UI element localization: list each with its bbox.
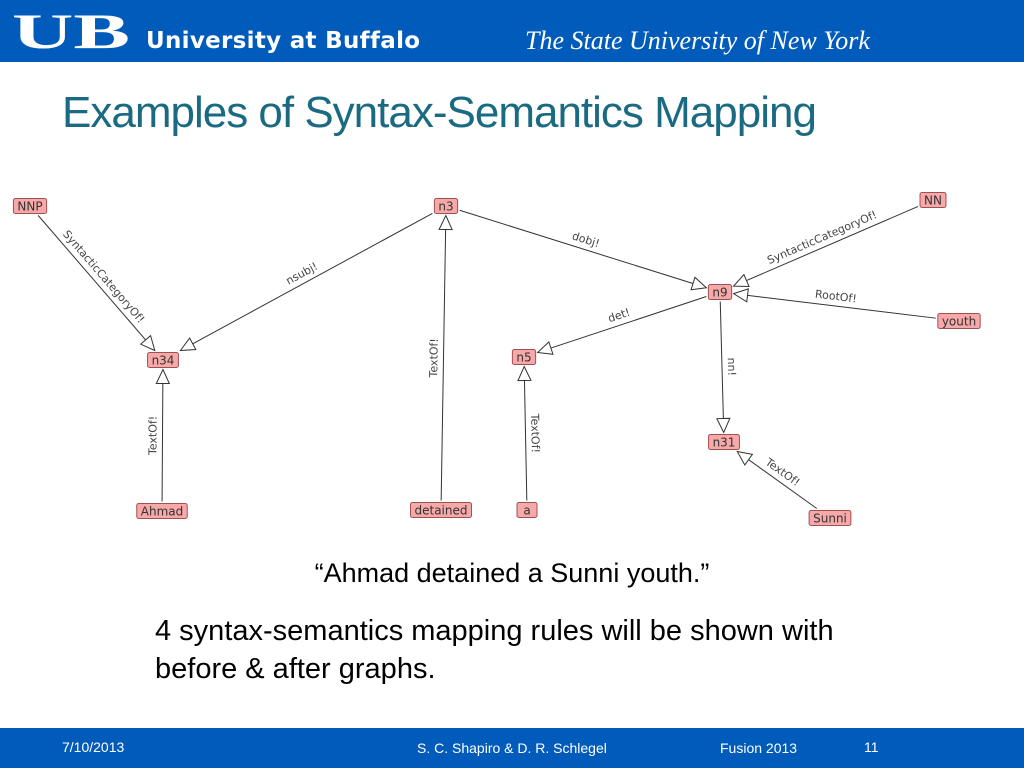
node-label: Sunni xyxy=(813,511,847,526)
footer-date: 7/10/2013 xyxy=(62,739,125,755)
edge-ahmad-n34 xyxy=(146,370,169,502)
edge-label: det! xyxy=(606,305,632,326)
arrowhead-icon xyxy=(156,370,169,384)
edge-label: SyntacticCategoryOf! xyxy=(60,227,148,326)
edge-label: SyntacticCategoryOf! xyxy=(765,208,879,267)
node-nn xyxy=(920,193,946,208)
edge-n3-n34 xyxy=(180,213,432,350)
edge-n3-n9 xyxy=(460,210,707,289)
arrowhead-icon xyxy=(734,289,749,302)
node-label: n34 xyxy=(151,353,175,368)
node-n31 xyxy=(709,435,740,450)
edge-label: TextOf! xyxy=(427,338,441,378)
edge-youth-n9 xyxy=(734,288,936,319)
edge-line xyxy=(524,380,526,500)
edge-label: TextOf! xyxy=(146,415,160,456)
node-nnp xyxy=(13,199,46,214)
node-label: n3 xyxy=(438,199,454,214)
node-label: n9 xyxy=(712,285,728,300)
arrowhead-icon xyxy=(737,452,752,465)
edge-line xyxy=(193,213,433,343)
header-bar xyxy=(0,0,1024,62)
edge-a-n5 xyxy=(518,367,542,501)
arrowhead-icon xyxy=(538,342,553,354)
edge-line xyxy=(460,210,693,283)
edge-label: nsubj! xyxy=(283,259,320,288)
slide-title: Examples of Syntax-Semantics Mapping xyxy=(62,88,816,137)
node-n34 xyxy=(148,353,179,368)
edge-line xyxy=(38,216,148,340)
example-sentence: “Ahmad detained a Sunni youth.” xyxy=(314,558,710,588)
university-tagline: The State University of New York xyxy=(525,26,870,55)
node-ahmad xyxy=(137,504,187,519)
edge-n9-n5 xyxy=(538,297,707,355)
node-detained xyxy=(411,503,472,518)
edge-label: TextOf! xyxy=(528,413,542,454)
footer-page-number: 11 xyxy=(864,739,879,755)
arrowhead-icon xyxy=(141,336,155,351)
edge-n9-n31 xyxy=(717,302,738,433)
slide-note: 4 syntax-semantics mapping rules will be shown with before & after graphs. xyxy=(155,615,834,685)
arrowhead-icon xyxy=(180,338,195,350)
arrowhead-icon xyxy=(518,367,531,381)
arrowhead-icon xyxy=(439,216,452,230)
node-label: a xyxy=(523,503,531,518)
edge-label: nn! xyxy=(724,357,739,377)
university-name: University at Buffalo xyxy=(146,28,421,54)
edge-label: dobj! xyxy=(570,229,602,251)
edge-line xyxy=(720,302,723,419)
ub-logo-text: UB xyxy=(12,8,130,54)
node-label: n31 xyxy=(712,435,736,450)
arrowhead-icon xyxy=(734,275,749,287)
node-label: n5 xyxy=(516,350,532,365)
node-sunni xyxy=(809,511,851,526)
edge-label: RootOf! xyxy=(814,287,858,306)
node-label: detained xyxy=(414,503,468,518)
node-n9 xyxy=(708,285,731,300)
footer-authors: S. C. Shapiro & D. R. Schlegel xyxy=(417,740,607,756)
edge-detained-n3 xyxy=(427,216,452,501)
edge-sunni-n31 xyxy=(737,452,817,509)
node-n3 xyxy=(434,199,457,214)
edge-nnp-n34 xyxy=(38,216,155,351)
edge-line xyxy=(551,297,706,349)
arrowhead-icon xyxy=(691,277,706,289)
arrowhead-icon xyxy=(717,418,730,432)
node-a xyxy=(517,503,537,518)
ub-logo xyxy=(12,8,132,54)
node-label: NN xyxy=(924,193,942,208)
semantic-network-diagram xyxy=(0,185,1024,545)
node-label: youth xyxy=(941,314,977,329)
node-label: Ahmad xyxy=(140,504,184,519)
edge-nn-n9 xyxy=(734,206,918,286)
footer-bar xyxy=(0,728,1024,768)
edge-label: TextOf! xyxy=(762,455,803,489)
edge-line xyxy=(441,229,445,500)
node-youth xyxy=(938,314,980,329)
footer-event: Fusion 2013 xyxy=(720,740,798,756)
edge-line xyxy=(746,206,918,280)
edge-line xyxy=(162,383,163,501)
node-label: NNP xyxy=(17,199,43,214)
node-n5 xyxy=(512,350,535,365)
